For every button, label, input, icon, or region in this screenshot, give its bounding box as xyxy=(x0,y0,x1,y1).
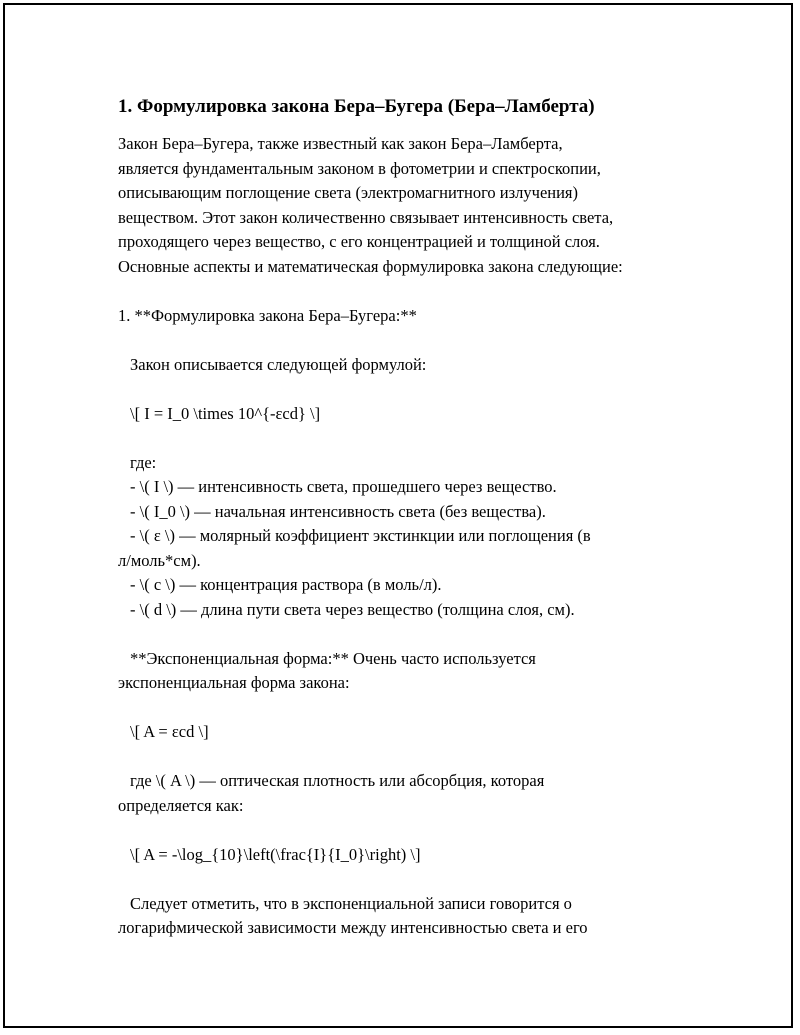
where-item: - \( I_0 \) — начальная интенсивность света (без вещества). xyxy=(130,501,546,521)
formula-log: \[ A = -\log_{10}\left(\frac{I}{I_0}\right) \] xyxy=(130,844,421,864)
where-label: где: xyxy=(130,452,157,472)
spacer xyxy=(118,279,693,304)
absorbance-definition: где \( A \) — оптическая плотность или абсорбция, которая xyxy=(130,771,545,790)
intro-line: описывающим поглощение света (электромагнитного излучения) xyxy=(118,183,579,202)
where-item: - \( ε \) — молярный коэффициент экстинкции или поглощения (в xyxy=(130,526,591,545)
exp-form-line: **Экспоненциальная форма:** Очень часто используется xyxy=(130,648,536,668)
intro-line: веществом. Этот закон количественно связывает интенсивность света, xyxy=(118,207,614,227)
intro-line: является фундаментальным законом в фотометрии и спектроскопии, xyxy=(118,158,601,178)
spacer xyxy=(118,377,693,402)
spacer xyxy=(118,745,693,770)
formula-absorbance: \[ A = εcd \] xyxy=(130,722,209,741)
intro-line: Основные аспекты и математическая формулировка закона следующие: xyxy=(118,256,623,276)
exp-form-line: экспоненциальная форма закона: xyxy=(118,673,350,692)
absorbance-definition: определяется как: xyxy=(118,795,244,815)
spacer xyxy=(118,818,693,843)
item-title: 1. **Формулировка закона Бера–Бугера:** xyxy=(118,305,417,325)
spacer xyxy=(118,867,693,892)
intro-line: Закон Бера–Бугера, также известный как закон Бера–Ламберта, xyxy=(118,134,563,153)
intro-paragraph xyxy=(118,132,693,279)
where-item: - \( d \) — длина пути света через вещество (толщина слоя, см). xyxy=(130,599,575,619)
where-item-continuation: л/моль*см). xyxy=(118,550,201,570)
document-body xyxy=(118,94,693,941)
spacer xyxy=(118,622,693,647)
formula-main: \[ I = I_0 \times 10^{-εcd} \] xyxy=(130,403,321,423)
spacer xyxy=(118,328,693,353)
spacer xyxy=(118,426,693,451)
formula-intro: Закон описывается следующей формулой: xyxy=(130,354,427,374)
note-line: Следует отметить, что в экспоненциальной записи говорится о xyxy=(130,893,572,913)
spacer xyxy=(118,696,693,721)
note-line: логарифмической зависимости между интенсивностью света и его xyxy=(118,918,588,937)
intro-line: проходящего через вещество, с его концентрацией и толщиной слоя. xyxy=(118,232,600,251)
where-item: - \( c \) — концентрация раствора (в моль/л). xyxy=(130,575,442,594)
section-heading: 1. Формулировка закона Бера–Бугера (Бера–Ламберта) xyxy=(118,96,595,117)
where-item: - \( I \) — интенсивность света, прошедшего через вещество. xyxy=(130,477,557,496)
